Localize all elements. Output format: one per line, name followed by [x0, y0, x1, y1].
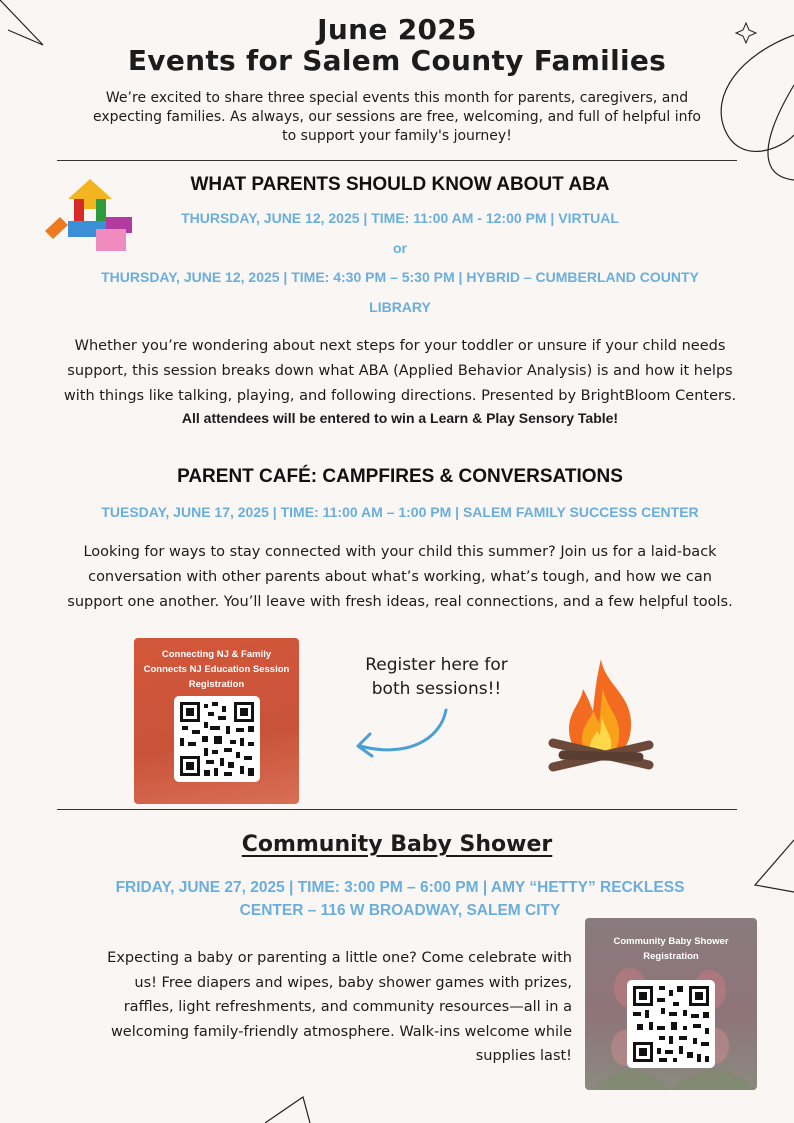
- baby-shower-session: [0, 876, 794, 922]
- page-title: [0, 14, 794, 76]
- registration-card-line3: Registration: [188, 679, 245, 690]
- aba-description-line3: with things like talking, playing, and following directions. Presented by BrightBloom Centers.: [63, 388, 737, 404]
- baby-shower-description-line4: welcoming family-friendly atmosphere. Walk-ins welcome while: [110, 1023, 572, 1040]
- education-session-registration-card[interactable]: [134, 638, 299, 804]
- baby-shower-registration-card[interactable]: [585, 918, 757, 1090]
- campfire-icon: [545, 655, 657, 780]
- register-prompt: [345, 653, 528, 701]
- aba-description: [0, 334, 794, 409]
- baby-shower-card-line1: Community Baby Shower: [613, 936, 729, 947]
- corner-triangle-bottom: [265, 1095, 315, 1123]
- page-title-line1: June 2025: [317, 13, 477, 46]
- registration-card-line2: Connects NJ Education Session: [143, 664, 290, 675]
- divider-top: [57, 160, 737, 161]
- aba-or: or: [393, 240, 407, 256]
- aba-heading: WHAT PARENTS SHOULD KNOW ABOUT ABA: [190, 174, 610, 195]
- cafe-description-line1: Looking for ways to stay connected with your child this summer? Join us for a laid-back: [83, 544, 717, 560]
- aba-description-line2: support, this session breaks down what ABA (Applied Behavior Analysis) is and how it helps: [67, 363, 733, 379]
- cafe-description-line3: support one another. You’ll leave with fresh ideas, real connections, and a few helpful tools.: [67, 594, 733, 610]
- cafe-heading: PARENT CAFÉ: CAMPFIRES & CONVERSATIONS: [177, 466, 623, 487]
- baby-shower-description-line1: Expecting a baby or parenting a little one? Come celebrate with: [107, 950, 572, 966]
- baby-shower-session-line1: FRIDAY, JUNE 27, 2025 | TIME: 3:00 PM – 6:00 PM | AMY “HETTY” RECKLESS: [115, 879, 685, 896]
- divider-middle: [57, 809, 737, 810]
- baby-shower-description-line3: raffles, light refreshments, and community resources—all in a: [123, 999, 572, 1015]
- baby-shower-heading: Community Baby Shower: [241, 832, 553, 857]
- qr-code-education-session[interactable]: [174, 696, 260, 782]
- qr-code-baby-shower[interactable]: [627, 980, 715, 1068]
- intro-text: We’re excited to share three special events this month for parents, caregivers, and expecting families. As always, our sessions are free, welcoming, and full of helpful info to support your family's journey!: [93, 90, 701, 144]
- baby-shower-card-line2: Registration: [643, 951, 699, 962]
- baby-shower-description-line2: us! Free diapers and wipes, baby shower games with prizes,: [134, 974, 572, 991]
- aba-description-line1: Whether you’re wondering about next steps for your toddler or unsure if your child needs: [74, 338, 726, 354]
- aba-prize-note: All attendees will be entered to win a Learn & Play Sensory Table!: [181, 410, 619, 426]
- baby-shower-session-line2: CENTER – 116 W BROADWAY, SALEM CITY: [239, 902, 561, 919]
- cafe-description: [0, 540, 794, 615]
- aba-session-hybrid-line1: THURSDAY, JUNE 12, 2025 | TIME: 4:30 PM – 5:30 PM | HYBRID – CUMBERLAND COUNTY: [101, 269, 699, 285]
- register-prompt-line2: both sessions!!: [371, 679, 502, 699]
- cafe-session: TUESDAY, JUNE 17, 2025 | TIME: 11:00 AM – 1:00 PM | SALEM FAMILY SUCCESS CENTER: [101, 504, 699, 520]
- qr-code-icon: [174, 696, 260, 782]
- aba-session-hybrid-line2: LIBRARY: [369, 299, 431, 315]
- registration-card-line1: Connecting NJ & Family: [161, 649, 272, 660]
- qr-code-icon: [627, 980, 715, 1068]
- baby-shower-description: [60, 946, 572, 1069]
- page-title-line2: Events for Salem County Families: [127, 44, 667, 77]
- register-prompt-line1: Register here for: [365, 655, 508, 675]
- cafe-description-line2: conversation with other parents about what’s working, what’s tough, and how we can: [88, 569, 712, 585]
- aba-session-virtual: THURSDAY, JUNE 12, 2025 | TIME: 11:00 AM - 12:00 PM | VIRTUAL: [181, 210, 619, 226]
- arrow-left-icon: [350, 706, 455, 761]
- baby-shower-description-line5: supplies last!: [475, 1048, 572, 1064]
